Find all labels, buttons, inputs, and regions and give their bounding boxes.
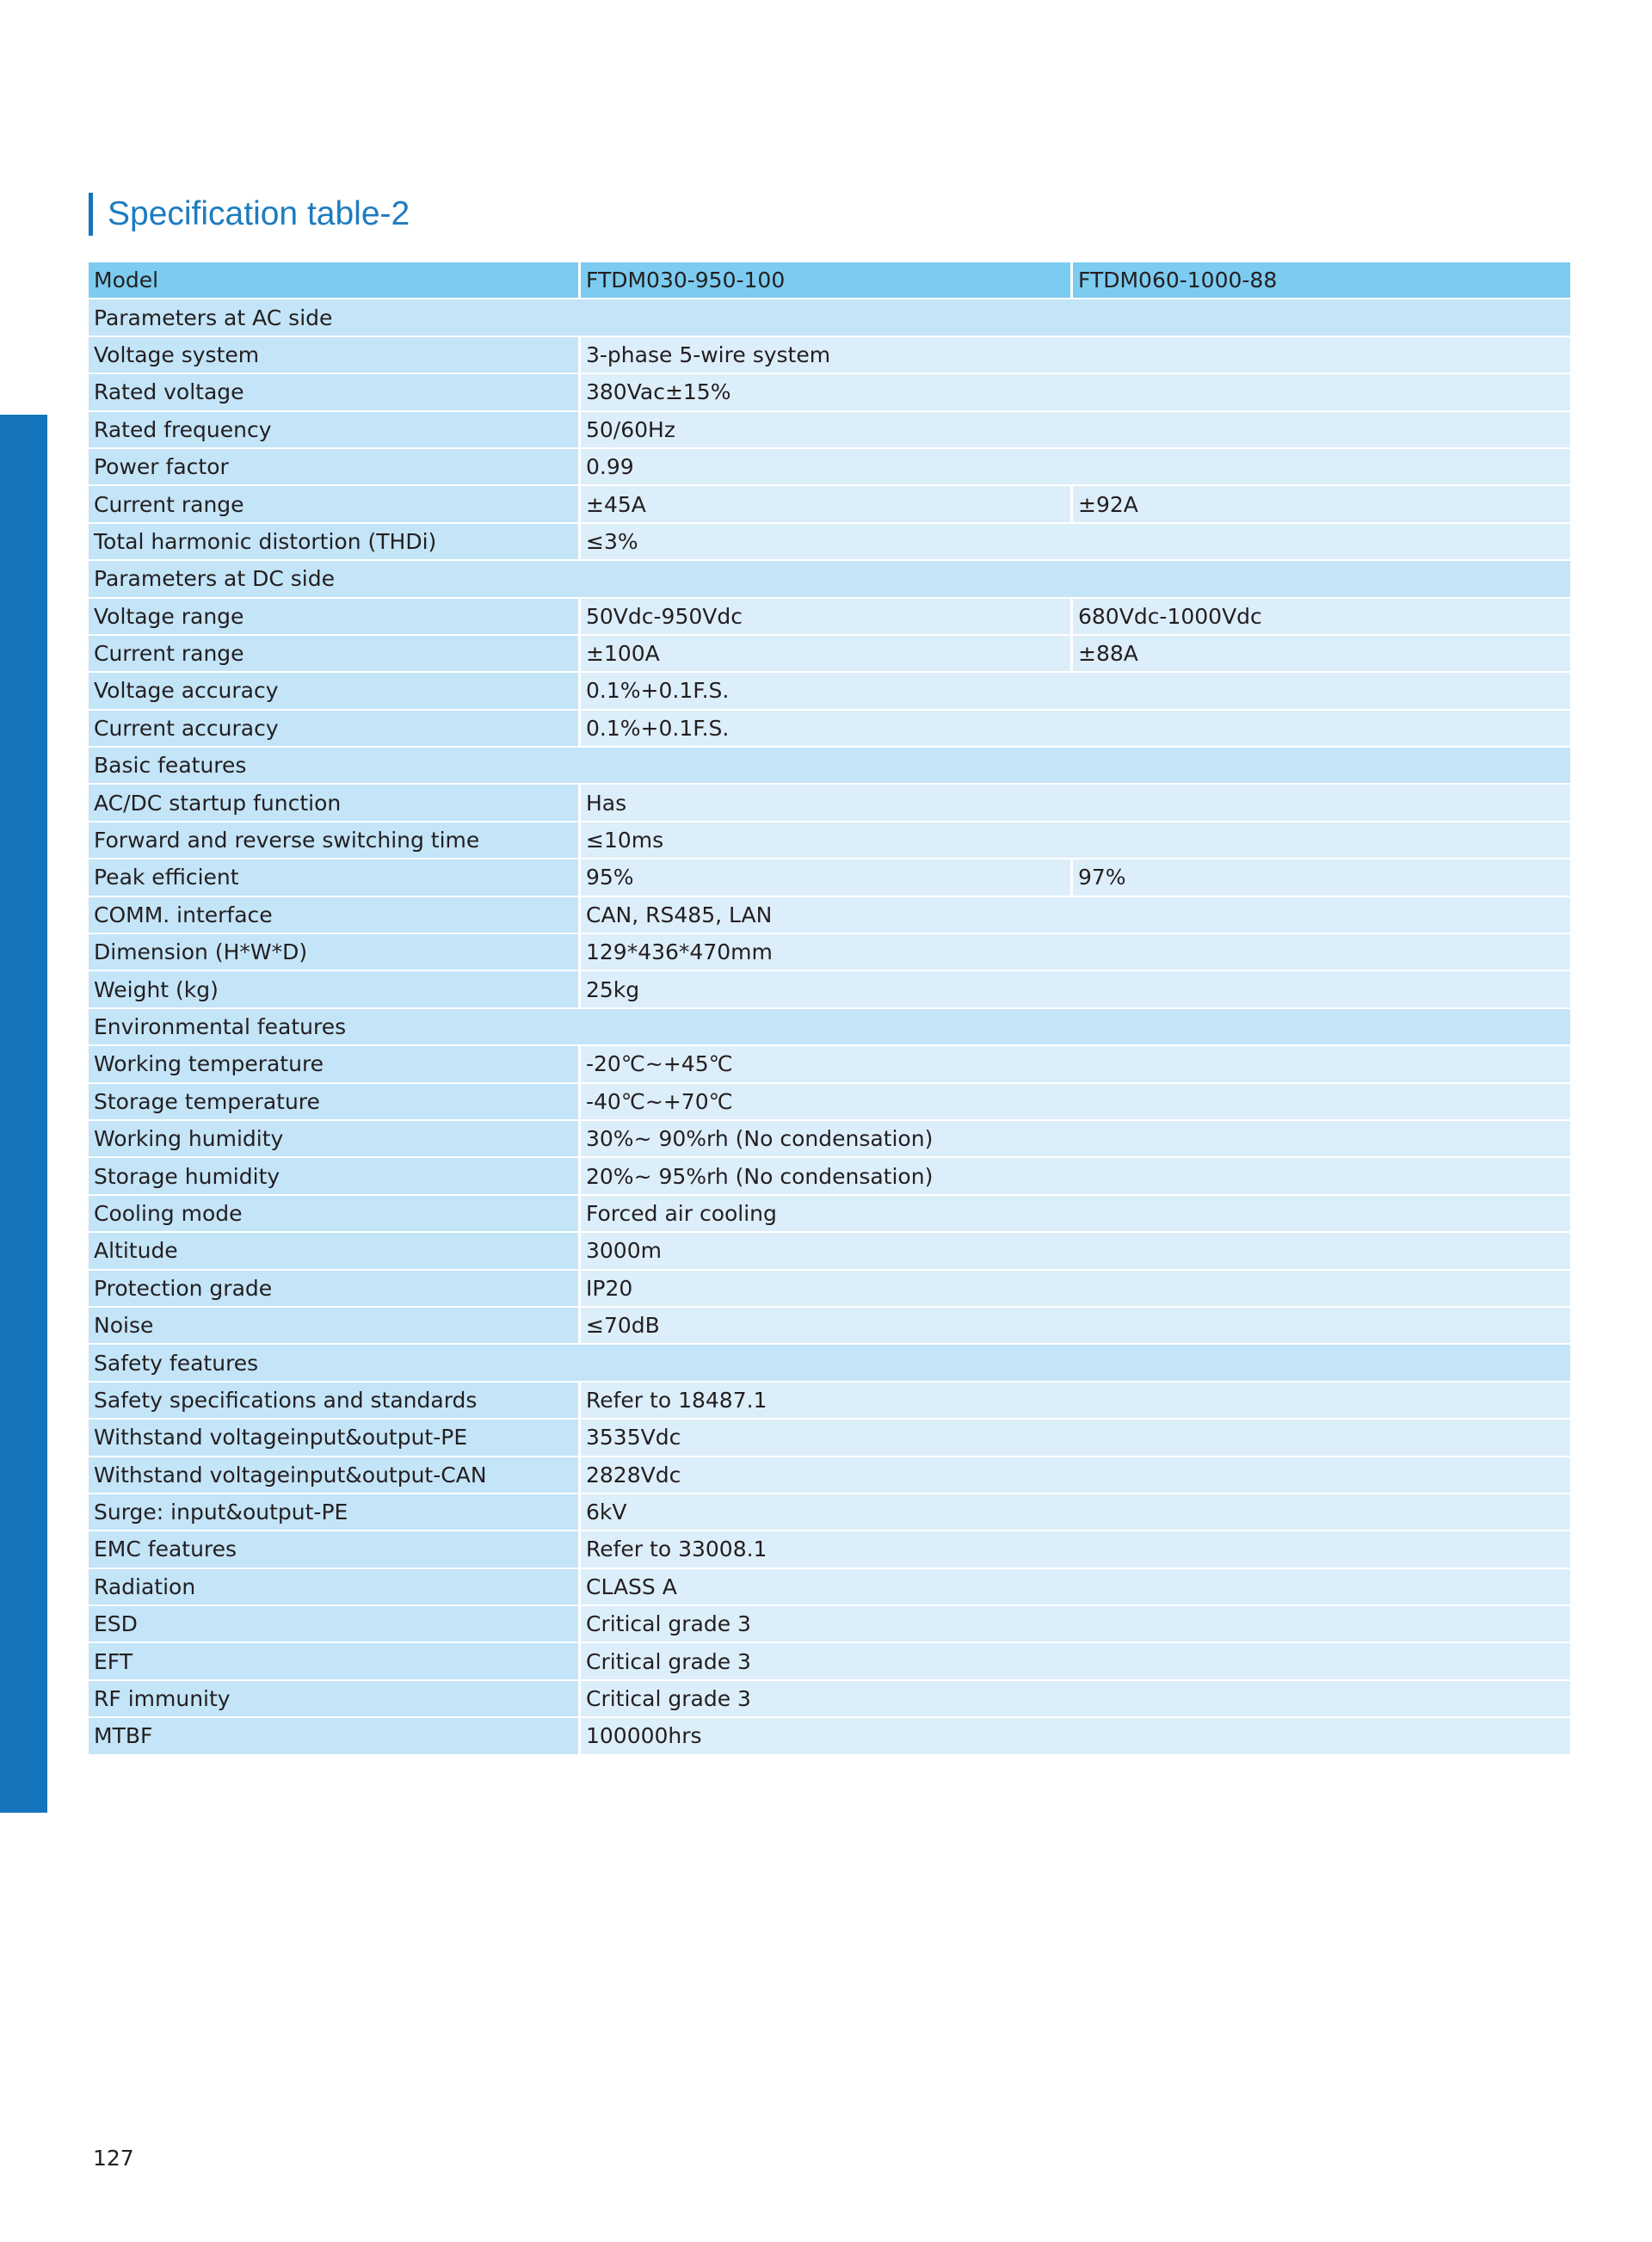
table-row (89, 1681, 1570, 1718)
table-row (89, 1606, 1570, 1643)
row-label: Dimension (H*W*D) (89, 934, 581, 971)
row-value: 680Vdc-1000Vdc (1073, 599, 1570, 636)
row-value: ≤70dB (581, 1308, 1570, 1345)
row-label: Peak efficient (89, 859, 581, 896)
specification-table (89, 262, 1570, 1756)
row-value: CAN, RS485, LAN (581, 897, 1570, 934)
table-row (89, 1271, 1570, 1308)
table-row (89, 1196, 1570, 1233)
section-label: Environmental features (89, 1009, 1570, 1046)
row-label: Storage humidity (89, 1158, 581, 1195)
table-row (89, 486, 1570, 523)
row-value: 97% (1073, 859, 1570, 896)
table-row (89, 1046, 1570, 1083)
table-row (89, 1158, 1570, 1195)
table-row (89, 599, 1570, 636)
table-row (89, 711, 1570, 748)
row-label: MTBF (89, 1718, 581, 1755)
row-label: Withstand voltageinput&output-PE (89, 1420, 581, 1457)
row-value: 3535Vdc (581, 1420, 1570, 1457)
row-value: 100000hrs (581, 1718, 1570, 1755)
row-value: 25kg (581, 971, 1570, 1008)
table-row (89, 1531, 1570, 1568)
row-label: EFT (89, 1643, 581, 1680)
row-label: Altitude (89, 1233, 581, 1270)
table-row (89, 859, 1570, 896)
table-row (89, 1308, 1570, 1345)
section-header-row (89, 1009, 1570, 1046)
row-value: 0.1%+0.1F.S. (581, 673, 1570, 710)
table-row (89, 636, 1570, 673)
row-value: -40℃~+70℃ (581, 1084, 1570, 1121)
row-label: Working temperature (89, 1046, 581, 1083)
section-label: Parameters at AC side (89, 299, 1570, 336)
row-label: Working humidity (89, 1121, 581, 1158)
row-value: 0.1%+0.1F.S. (581, 711, 1570, 748)
row-label: Voltage range (89, 599, 581, 636)
row-label: Current range (89, 486, 581, 523)
row-value: 3-phase 5-wire system (581, 337, 1570, 374)
row-value: IP20 (581, 1271, 1570, 1308)
row-label: Forward and reverse switching time (89, 822, 581, 859)
row-value: 50/60Hz (581, 412, 1570, 449)
row-value: Critical grade 3 (581, 1681, 1570, 1718)
row-value: Critical grade 3 (581, 1643, 1570, 1680)
table-row (89, 1084, 1570, 1121)
row-label: Total harmonic distortion (THDi) (89, 524, 581, 561)
row-value: Critical grade 3 (581, 1606, 1570, 1643)
row-label: COMM. interface (89, 897, 581, 934)
row-value: 50Vdc-950Vdc (581, 599, 1073, 636)
table-row (89, 1121, 1570, 1158)
table-row (89, 1383, 1570, 1420)
page-heading (89, 193, 410, 236)
row-label: ESD (89, 1606, 581, 1643)
side-accent-bar (0, 415, 47, 1813)
row-value: 95% (581, 859, 1073, 896)
row-value: ±88A (1073, 636, 1570, 673)
row-value: Refer to 33008.1 (581, 1531, 1570, 1568)
row-value: ±100A (581, 636, 1073, 673)
row-label: Weight (kg) (89, 971, 581, 1008)
table-row (89, 1643, 1570, 1680)
row-value: 3000m (581, 1233, 1570, 1270)
row-value: 2828Vdc (581, 1457, 1570, 1494)
table-row (89, 971, 1570, 1008)
table-row (89, 897, 1570, 934)
row-label: Rated frequency (89, 412, 581, 449)
row-label: AC/DC startup function (89, 785, 581, 822)
section-header-row (89, 748, 1570, 785)
row-label: EMC features (89, 1531, 581, 1568)
row-value: 6kV (581, 1494, 1570, 1531)
page-number: 127 (93, 2146, 134, 2171)
row-label: Radiation (89, 1569, 581, 1606)
row-label: RF immunity (89, 1681, 581, 1718)
title-marker (89, 193, 93, 236)
row-value: ≤10ms (581, 822, 1570, 859)
section-header-row (89, 561, 1570, 598)
row-value: Has (581, 785, 1570, 822)
table-row (89, 412, 1570, 449)
section-label: Safety features (89, 1345, 1570, 1382)
row-label: Voltage accuracy (89, 673, 581, 710)
row-label: Rated voltage (89, 374, 581, 411)
row-value: 20%~ 95%rh (No condensation) (581, 1158, 1570, 1195)
header-model: FTDM030-950-100 (581, 262, 1073, 299)
row-value: CLASS A (581, 1569, 1570, 1606)
table-row (89, 1457, 1570, 1494)
table-row (89, 1569, 1570, 1606)
row-value: -20℃~+45℃ (581, 1046, 1570, 1083)
header-label: Model (89, 262, 581, 299)
row-label: Power factor (89, 449, 581, 486)
table-row (89, 785, 1570, 822)
table-header-row (89, 262, 1570, 299)
row-value: 129*436*470mm (581, 934, 1570, 971)
row-value: ±45A (581, 486, 1073, 523)
table-row (89, 374, 1570, 411)
row-label: Voltage system (89, 337, 581, 374)
row-label: Storage temperature (89, 1084, 581, 1121)
row-label: Surge: input&output-PE (89, 1494, 581, 1531)
table-row (89, 449, 1570, 486)
row-label: Noise (89, 1308, 581, 1345)
row-label: Safety specifications and standards (89, 1383, 581, 1420)
table-row (89, 822, 1570, 859)
section-header-row (89, 1345, 1570, 1382)
page-title: Specification table-2 (108, 195, 410, 232)
section-header-row (89, 299, 1570, 336)
table-row (89, 673, 1570, 710)
row-label: Current accuracy (89, 711, 581, 748)
row-value: 380Vac±15% (581, 374, 1570, 411)
table-row (89, 934, 1570, 971)
row-label: Current range (89, 636, 581, 673)
table-row (89, 1718, 1570, 1755)
table-row (89, 1233, 1570, 1270)
row-label: Protection grade (89, 1271, 581, 1308)
row-value: ±92A (1073, 486, 1570, 523)
table-row (89, 524, 1570, 561)
section-label: Parameters at DC side (89, 561, 1570, 598)
row-value: 30%~ 90%rh (No condensation) (581, 1121, 1570, 1158)
table-row (89, 337, 1570, 374)
section-label: Basic features (89, 748, 1570, 785)
row-value: Refer to 18487.1 (581, 1383, 1570, 1420)
header-model: FTDM060-1000-88 (1073, 262, 1570, 299)
table-row (89, 1420, 1570, 1457)
table-row (89, 1494, 1570, 1531)
row-label: Withstand voltageinput&output-CAN (89, 1457, 581, 1494)
row-value: 0.99 (581, 449, 1570, 486)
row-label: Cooling mode (89, 1196, 581, 1233)
row-value: Forced air cooling (581, 1196, 1570, 1233)
row-value: ≤3% (581, 524, 1570, 561)
